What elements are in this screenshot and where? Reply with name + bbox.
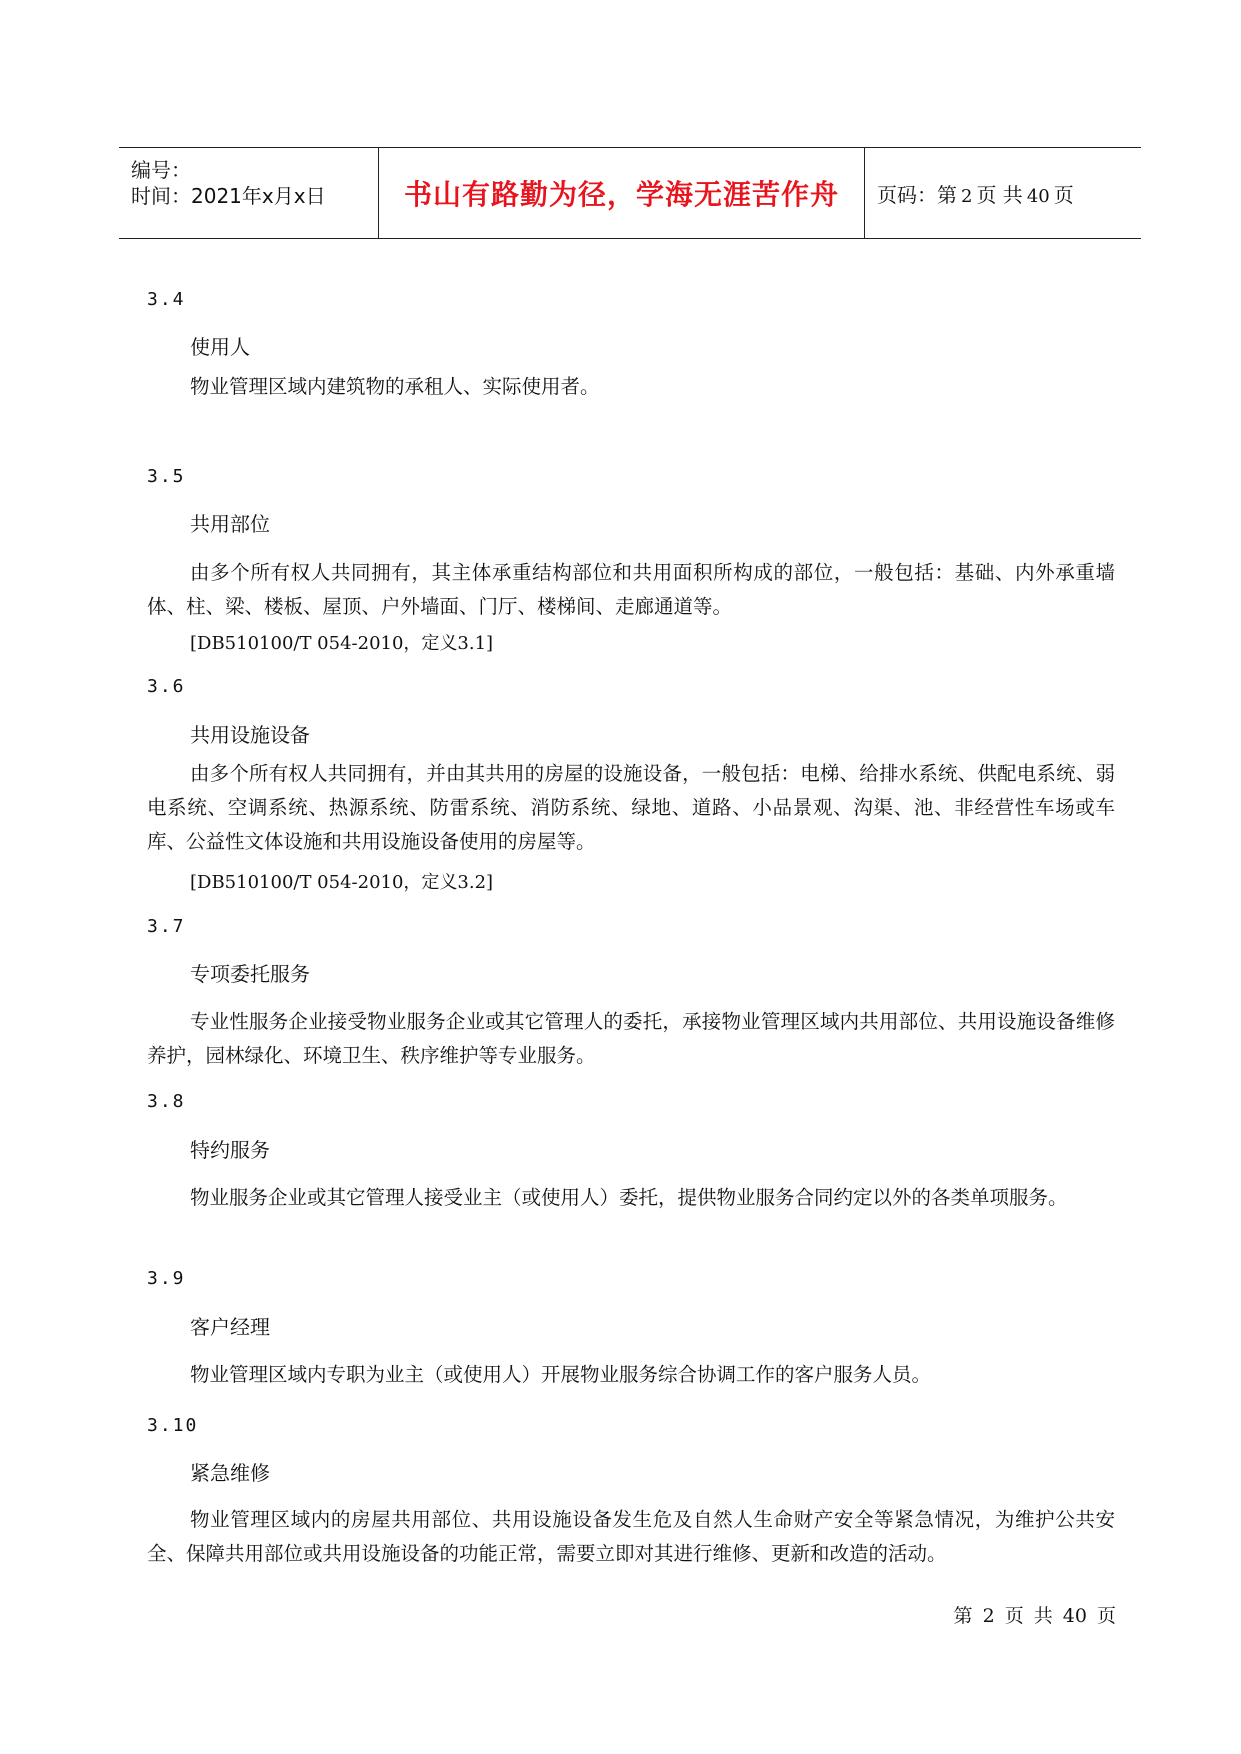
page-total: 40 — [1026, 185, 1050, 207]
section-term: 共用部位 — [190, 512, 270, 536]
section-number: 3.9 — [147, 1268, 186, 1289]
document-header — [119, 147, 1141, 239]
section-body: 物业管理区域内专职为业主（或使用人）开展物业服务综合协调工作的客户服务人员。 — [190, 1363, 932, 1386]
section-term: 专项委托服务 — [190, 962, 310, 986]
document-number-label: 编号： — [131, 158, 191, 182]
section-number: 3.5 — [147, 466, 186, 487]
page-footer: 第 2 页 共 40 页 — [953, 1605, 1116, 1627]
page-current: 2 — [961, 185, 973, 207]
section-reference: [DB510100/T 054-2010，定义3.1] — [190, 633, 494, 654]
section-term: 紧急维修 — [190, 1461, 270, 1485]
section-body: 物业管理区域内建筑物的承租人、实际使用者。 — [190, 375, 600, 398]
header-motto: 书山有路勤为径，学海无涯苦作舟 — [403, 178, 839, 211]
page-mid: 页 共 — [976, 182, 1023, 207]
section-number: 3.10 — [147, 1415, 199, 1436]
section-number: 3.8 — [147, 1091, 186, 1112]
document-time-label: 时间：2021年x月x日 — [131, 184, 326, 208]
section-number: 3.6 — [147, 676, 186, 697]
section-body: 物业管理区域内的房屋共用部位、共用设施设备发生危及自然人生命财产安全等紧急情况，为维护公共安全、保障共用部位或共用设施设备的功能正常，需要立即对其进行维修、更新和改造的活动。 — [147, 1508, 1115, 1565]
section-number: 3.7 — [147, 916, 186, 937]
page-suffix: 页 — [1053, 182, 1074, 207]
header-page-cell — [865, 148, 1141, 238]
page-prefix: 页码：第 — [877, 182, 957, 207]
section-body: 物业服务企业或其它管理人接受业主（或使用人）委托，提供物业服务合同约定以外的各类单项服务。 — [190, 1186, 1068, 1209]
section-term: 特约服务 — [190, 1138, 270, 1162]
section-number: 3.4 — [147, 289, 186, 310]
section-term: 客户经理 — [190, 1315, 270, 1339]
header-motto-cell — [379, 148, 865, 238]
header-page-info — [877, 179, 1074, 208]
section-reference: [DB510100/T 054-2010，定义3.2] — [190, 872, 494, 893]
section-term: 使用人 — [190, 335, 250, 359]
section-term: 共用设施设备 — [190, 723, 310, 747]
section-body: 由多个所有权人共同拥有，并由其共用的房屋的设施设备，一般包括：电梯、给排水系统、供配电系统、弱电系统、空调系统、热源系统、防雷系统、消防系统、绿地、道路、小品景观、沟渠、池、非经营性车场或车库、公益性文体设施和共用设施设备使用的房屋等。 — [147, 762, 1115, 853]
section-body: 专业性服务企业接受物业服务企业或其它管理人的委托，承接物业管理区域内共用部位、共用设施设备维修养护，园林绿化、环境卫生、秩序维护等专业服务。 — [147, 1010, 1115, 1067]
section-body: 由多个所有权人共同拥有，其主体承重结构部位和共用面积所构成的部位，一般包括：基础、内外承重墙体、柱、梁、楼板、屋顶、户外墙面、门厅、楼梯间、走廊通道等。 — [147, 561, 1115, 618]
header-left-cell — [119, 148, 379, 238]
